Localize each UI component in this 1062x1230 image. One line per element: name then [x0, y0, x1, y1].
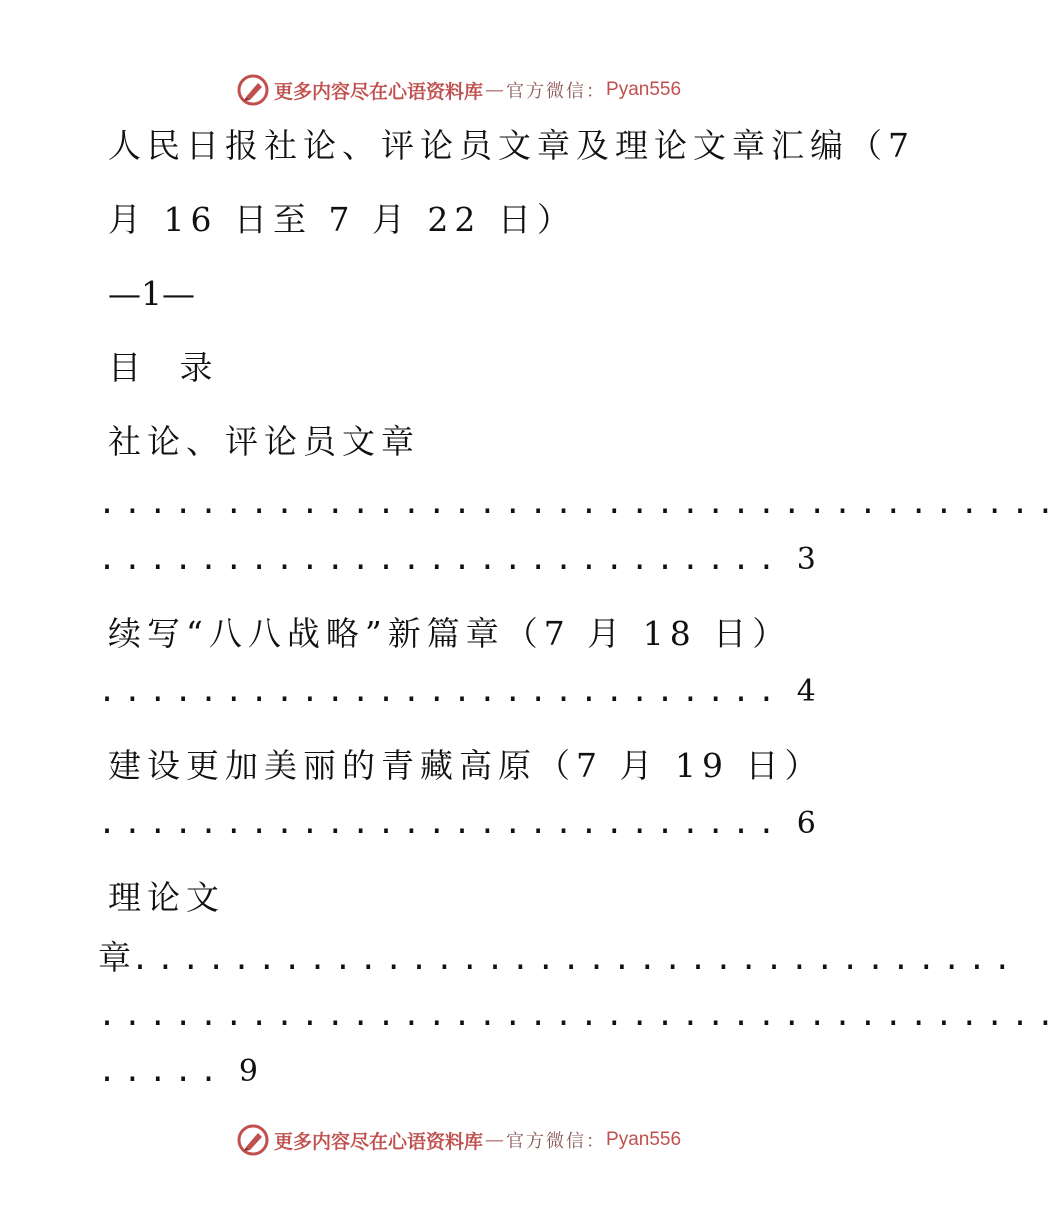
toc-item-qinghai-tibet-page: 6 — [796, 806, 816, 841]
watermark-footer — [236, 1122, 681, 1158]
toc-dots: ........................... — [98, 674, 783, 709]
toc-item-editorials-page: 3 — [796, 542, 816, 577]
toc-dots: ........................... — [98, 542, 783, 577]
watermark-separator: — — [485, 79, 505, 101]
toc-item-theory-leader — [98, 938, 1019, 980]
toc-item-theory-leader-3 — [98, 1052, 258, 1092]
toc-item-88-strategy-leader — [98, 672, 816, 712]
watermark-label: 官方微信： — [506, 1131, 607, 1152]
toc-dots: ........................... — [98, 806, 783, 841]
toc-dots: ..... — [98, 1054, 225, 1089]
watermark-label: 官方微信： — [506, 81, 607, 102]
document-title-line1: 人民日报社论、评论员文章及理论文章汇编（7 — [108, 126, 915, 165]
toc-item-88-strategy-label: 续写“八八战略”新篇章（7 月 18 日） — [108, 614, 792, 653]
page-marker: —1— — [108, 274, 195, 313]
watermark-wechat-id: Pyan556 — [606, 79, 682, 100]
toc-item-theory-page: 9 — [238, 1054, 258, 1089]
toc-item-editorials-leader: ...................................... — [98, 486, 1062, 521]
toc-item-editorials-leader-2 — [98, 540, 816, 580]
toc-item-qinghai-tibet-label: 建设更加美丽的青藏高原（7 月 19 日） — [108, 746, 824, 785]
toc-item-88-strategy-page: 4 — [796, 674, 816, 709]
watermark-brand: 更多内容尽在心语资料库 — [274, 80, 484, 103]
toc-item-theory-label: 理论文 — [108, 878, 225, 917]
toc-dots: ................................... — [131, 942, 1019, 977]
toc-item-editorials-label: 社论、评论员文章 — [108, 422, 420, 461]
watermark-header — [236, 72, 681, 108]
toc-heading: 目 录 — [108, 348, 227, 387]
watermark-brand: 更多内容尽在心语资料库 — [274, 1130, 484, 1153]
document-title-line2: 月 16 日至 7 月 22 日） — [108, 200, 576, 239]
toc-item-theory-label-2: 章 — [98, 938, 131, 977]
toc-item-theory-leader-2: ...................................... — [98, 998, 1062, 1033]
pen-logo-icon — [236, 73, 270, 107]
toc-item-qinghai-tibet-leader — [98, 804, 816, 844]
watermark-wechat-id: Pyan556 — [606, 1129, 682, 1150]
pen-logo-icon — [236, 1123, 270, 1157]
watermark-separator: — — [485, 1129, 505, 1151]
